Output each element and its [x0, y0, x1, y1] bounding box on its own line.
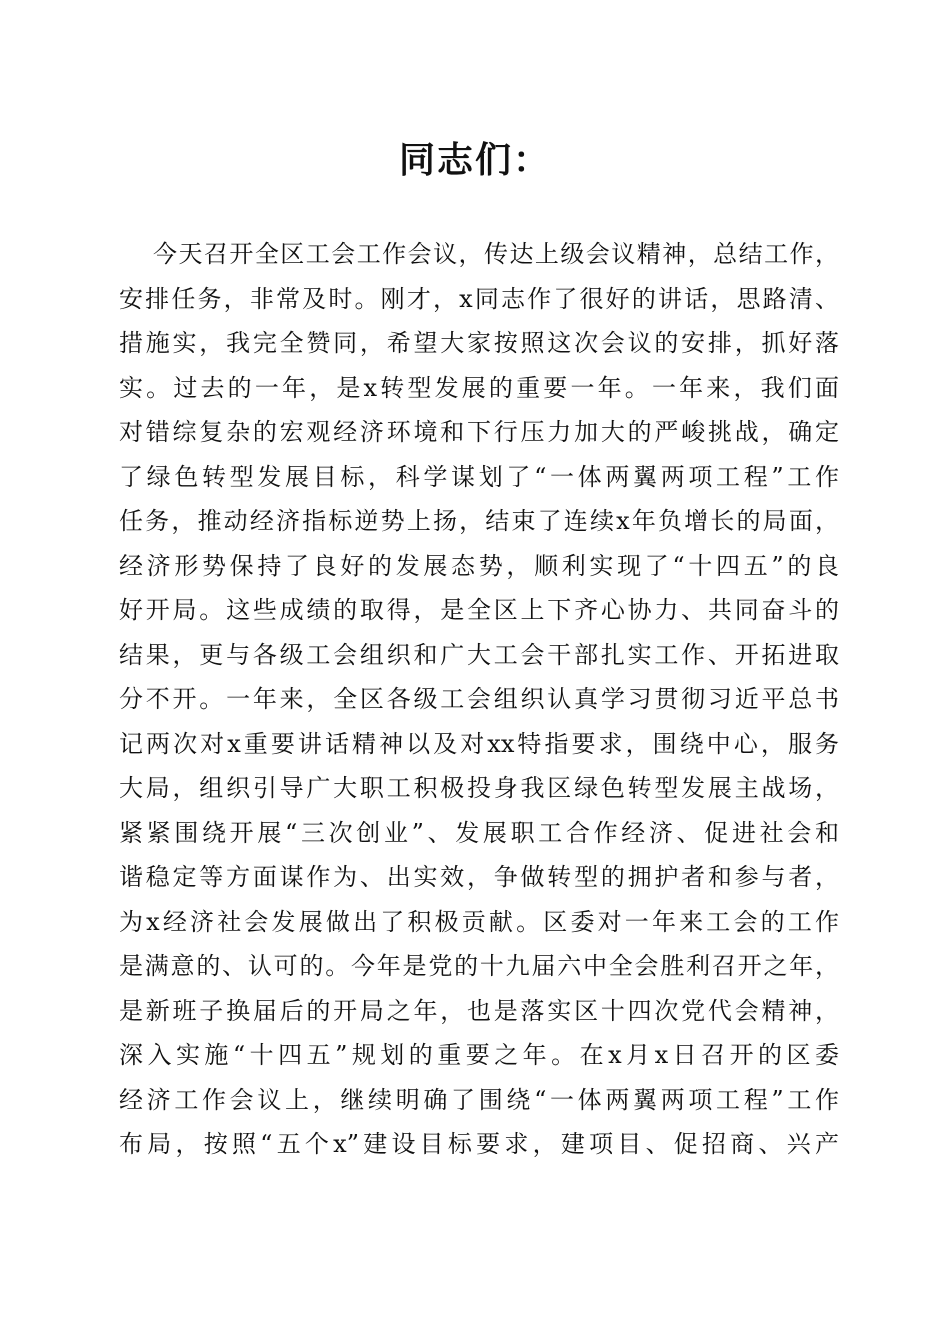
text-line: 今天召开全区工会工作会议，传达上级会议精神，总结工作，	[153, 240, 839, 268]
text-line: 记两次对x重要讲话精神以及对xx特指要求，围绕中心，服务	[119, 729, 839, 758]
text-line: 为x经济社会发展做出了积极贡献。区委对一年来工会的工作	[119, 907, 839, 936]
text-line: 经济形势保持了良好的发展态势，顺利实现了“十四五”的良	[119, 551, 839, 580]
text-line: 实。过去的一年，是x转型发展的重要一年。一年来，我们面	[119, 373, 839, 402]
text-line: 谐稳定等方面谋作为、出实效，争做转型的拥护者和参与者，	[119, 863, 839, 891]
text-line: 经济工作会议上，继续明确了围绕“一体两翼两项工程”工作	[119, 1085, 839, 1114]
text-line: 任务，推动经济指标逆势上扬，结束了连续x年负增长的局面，	[119, 507, 839, 535]
text-line: 是满意的、认可的。今年是党的十九届六中全会胜利召开之年，	[119, 952, 839, 980]
text-line: 紧紧围绕开展“三次创业”、发展职工合作经济、促进社会和	[119, 818, 839, 847]
text-line: 对错综复杂的宏观经济环境和下行压力加大的严峻挑战，确定	[119, 418, 839, 446]
text-line: 结果，更与各级工会组织和广大工会干部扎实工作、开拓进取	[119, 640, 839, 669]
body-text	[119, 232, 839, 1167]
text-line: 布局，按照“五个x”建设目标要求，建项目、促招商、兴产	[119, 1130, 839, 1158]
text-line: 分不开。一年来，全区各级工会组织认真学习贯彻习近平总书	[119, 685, 839, 713]
text-line: 好开局。这些成绩的取得，是全区上下齐心协力、共同奋斗的	[119, 596, 839, 624]
page-title: 同志们：	[398, 139, 551, 181]
text-line: 安排任务，非常及时。刚才，x同志作了很好的讲话，思路清、	[119, 284, 839, 313]
text-line: 深入实施“十四五”规划的重要之年。在x月x日召开的区委	[119, 1041, 839, 1069]
text-line: 是新班子换届后的开局之年，也是落实区十四次党代会精神，	[119, 996, 839, 1025]
text-line: 了绿色转型发展目标，科学谋划了“一体两翼两项工程”工作	[119, 462, 839, 491]
text-line: 措施实，我完全赞同，希望大家按照这次会议的安排，抓好落	[119, 329, 839, 357]
text-line: 大局，组织引导广大职工积极投身我区绿色转型发展主战场，	[119, 774, 839, 802]
